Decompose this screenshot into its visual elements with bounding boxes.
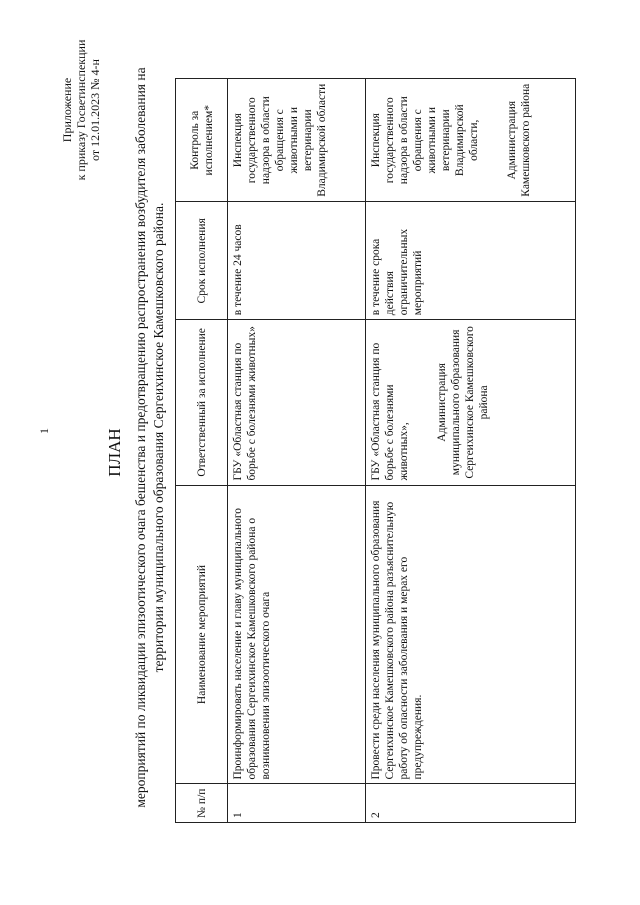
cell-name: Проинформировать население и главу муниципального образования Сергеихинское Камешковского района о возникновении эпизоотического очага [228, 485, 366, 784]
appendix-header [60, 15, 102, 205]
table-header-row [176, 79, 228, 823]
appendix-line: от 12.01.2023 № 4-н [88, 59, 102, 161]
cell-control [366, 79, 576, 202]
header-responsible: Ответственный за исполнение [176, 320, 228, 485]
cell-num: 2 [366, 784, 576, 823]
header-num: № п/п [176, 784, 228, 823]
cell-responsible [366, 320, 576, 485]
cell-deadline: в течение 24 часов [228, 202, 366, 320]
document-subtitle: мероприятий по ликвидации эпизоотического очага бешенства и предотвращению распространения возбудителя заболевания на территории муниципального образования Сергеихинское Камешковского района. [133, 67, 166, 808]
appendix-line: Приложение [60, 77, 74, 143]
table-row [228, 79, 366, 823]
control-text: Администрация Камешковского района [506, 83, 532, 197]
header-name: Наименование мероприятий [176, 485, 228, 784]
cell-control [228, 79, 366, 202]
cell-responsible [228, 320, 366, 485]
cell-deadline: в течение срока действия ограничительных мероприятий [366, 202, 576, 320]
header-deadline: Срок исполнения [176, 202, 228, 320]
control-text: Инспекция государственного надзора в области обращения с животными и ветеринарии Владимирской области [232, 83, 328, 197]
plan-table [175, 78, 576, 823]
document-title: ПЛАН [105, 428, 124, 477]
responsible-text: Администрация муниципального образования Сергеихинское Камешковского района [436, 326, 490, 479]
responsible-text: ГБУ «Областная станция по борьбе с болезнями животных», [370, 342, 410, 481]
table-row [366, 79, 576, 823]
responsible-text: ГБУ «Областная станция по борьбе с болезнями животных» [232, 326, 258, 481]
header-control: Контроль за исполнением* [176, 79, 228, 202]
page-number: 1 [37, 428, 51, 434]
cell-name: Провести среди населения муниципального образования Сергеихинское Камешковского района разъяснительную работу об опасности заболевания и мерах его предупреждения. [366, 485, 576, 784]
control-text: Инспекция государственного надзора в области обращения с животными и ветеринарии Владимирской области, [370, 96, 480, 185]
cell-num: 1 [228, 784, 366, 823]
appendix-line: к приказу Госветинспекции [74, 39, 88, 181]
